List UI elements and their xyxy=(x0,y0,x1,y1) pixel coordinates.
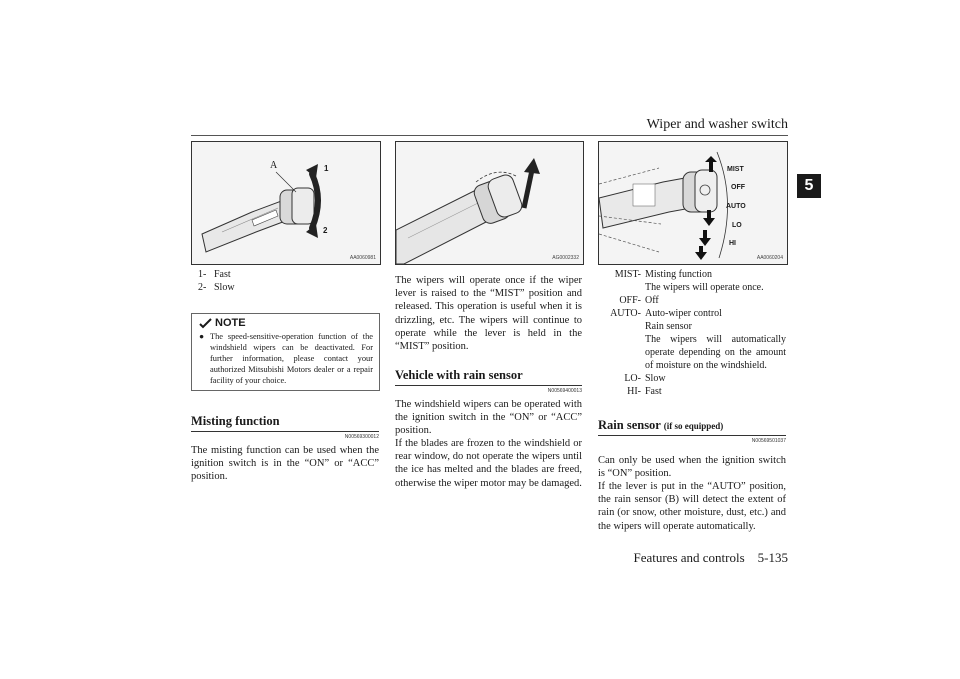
speed-legend xyxy=(198,268,368,294)
figure-label-a: A xyxy=(270,160,278,171)
wiper-lever-raise-illustration xyxy=(396,142,583,264)
figure-code: AA0060981 xyxy=(349,255,376,261)
note-header xyxy=(199,318,373,329)
heading-misting-function: Misting function xyxy=(191,414,280,428)
mode-line: The wipers will automatically operate depending on the amount of moisture on the windshield. xyxy=(645,334,786,371)
note-body xyxy=(199,331,373,386)
section-code: N00569501037 xyxy=(751,438,786,444)
frozen-blades-paragraph: If the blades are frozen to the windshield or rear window, do not operate the wipers until the ice has melted and the blades are freed, otherwise the wiper motor may be damaged. xyxy=(395,438,582,489)
mode-item-hi xyxy=(598,385,786,398)
mode-key: LO- xyxy=(624,373,641,384)
mode-line: Auto-wiper control xyxy=(645,308,722,319)
misting-paragraph: The misting function can be used when the ignition switch is in the “ON” or “ACC” position. xyxy=(191,445,379,483)
legend-key: 1- xyxy=(198,269,207,280)
page-header-title: Wiper and washer switch xyxy=(646,117,788,132)
bullet-icon: ● xyxy=(199,332,205,341)
chapter-tab: 5 xyxy=(797,174,821,198)
mode-item-off xyxy=(598,294,786,307)
mode-line: Fast xyxy=(645,386,662,397)
legend-value: Slow xyxy=(214,282,235,293)
figure-label-1: 1 xyxy=(324,164,329,173)
figure-wiper-modes xyxy=(598,141,788,265)
mode-label-mist: MIST xyxy=(727,166,744,173)
mode-key: HI- xyxy=(627,386,641,397)
mode-key: AUTO- xyxy=(610,308,641,319)
rain-sensor-auto-paragraph: If the lever is put in the “AUTO” position, the rain sensor (B) will detect the extent of rain (or snow, other moisture, dust, etc.) and the wipers will operate automatically. xyxy=(598,481,786,532)
mode-item-auto xyxy=(598,307,786,372)
header-rule xyxy=(191,135,788,136)
mist-operation-paragraph: The wipers will operate once if the wiper lever is raised to the “MIST” position and released. This operation is useful when it is drizzling, etc. The wipers will continue to operate while the lever is held in the “MIST” position. xyxy=(395,275,582,353)
legend-value: Fast xyxy=(214,269,231,280)
note-box xyxy=(191,313,380,391)
wiper-lever-illustration xyxy=(192,142,380,264)
heading-vehicle-with-rain-sensor: Vehicle with rain sensor xyxy=(395,368,523,382)
section-code: N00569300012 xyxy=(344,434,379,440)
mode-key: OFF- xyxy=(619,295,641,306)
section-rule xyxy=(395,385,582,386)
wiper-mode-legend xyxy=(598,268,786,398)
figure-label-2: 2 xyxy=(323,226,328,235)
heading-text: Rain sensor xyxy=(598,418,661,432)
mode-line: The wipers will operate once. xyxy=(645,282,764,293)
mode-line: Off xyxy=(645,295,659,306)
mode-label-lo: LO xyxy=(732,222,742,229)
rain-sensor-usage-paragraph: Can only be used when the ignition switch is “ON” position. xyxy=(598,455,786,480)
section-rule xyxy=(598,435,786,436)
legend-key: 2- xyxy=(198,282,207,293)
mode-item-lo xyxy=(598,372,786,385)
figure-code: AG0002332 xyxy=(552,255,579,261)
mode-line: Misting function xyxy=(645,269,712,280)
legend-item-slow xyxy=(198,281,368,294)
mode-line: Slow xyxy=(645,373,666,384)
pencil-check-icon xyxy=(199,318,212,329)
note-text: The speed-sensitive-operation function of the windshield wipers can be deactivated. For further information, please contact your authorized Mitsubishi Motors dealer or a repair facility of your choice. xyxy=(210,332,373,385)
page-footer: Features and controls 5-135 xyxy=(633,550,788,565)
mode-label-hi: HI xyxy=(729,240,736,247)
heading-rain-sensor xyxy=(598,418,723,433)
section-code: N00569400013 xyxy=(547,388,582,394)
wiper-mode-positions-illustration xyxy=(599,142,787,264)
heading-suffix: (if so equipped) xyxy=(663,421,724,431)
mode-item-mist xyxy=(598,268,786,294)
legend-item-fast xyxy=(198,268,368,281)
section-rule xyxy=(191,431,379,432)
mode-key: MIST- xyxy=(614,269,641,280)
figure-wiper-lever-speed xyxy=(191,141,381,265)
mode-label-off: OFF xyxy=(731,184,745,191)
mode-label-auto: AUTO xyxy=(726,203,746,210)
figure-code: AA0060204 xyxy=(756,255,783,261)
note-label: NOTE xyxy=(215,317,246,329)
mode-line: Rain sensor xyxy=(645,321,692,332)
figure-wiper-lever-mist xyxy=(395,141,584,265)
rain-sensor-operation-paragraph: The windshield wipers can be operated with the ignition switch in the “ON” or “ACC” position. xyxy=(395,399,582,437)
